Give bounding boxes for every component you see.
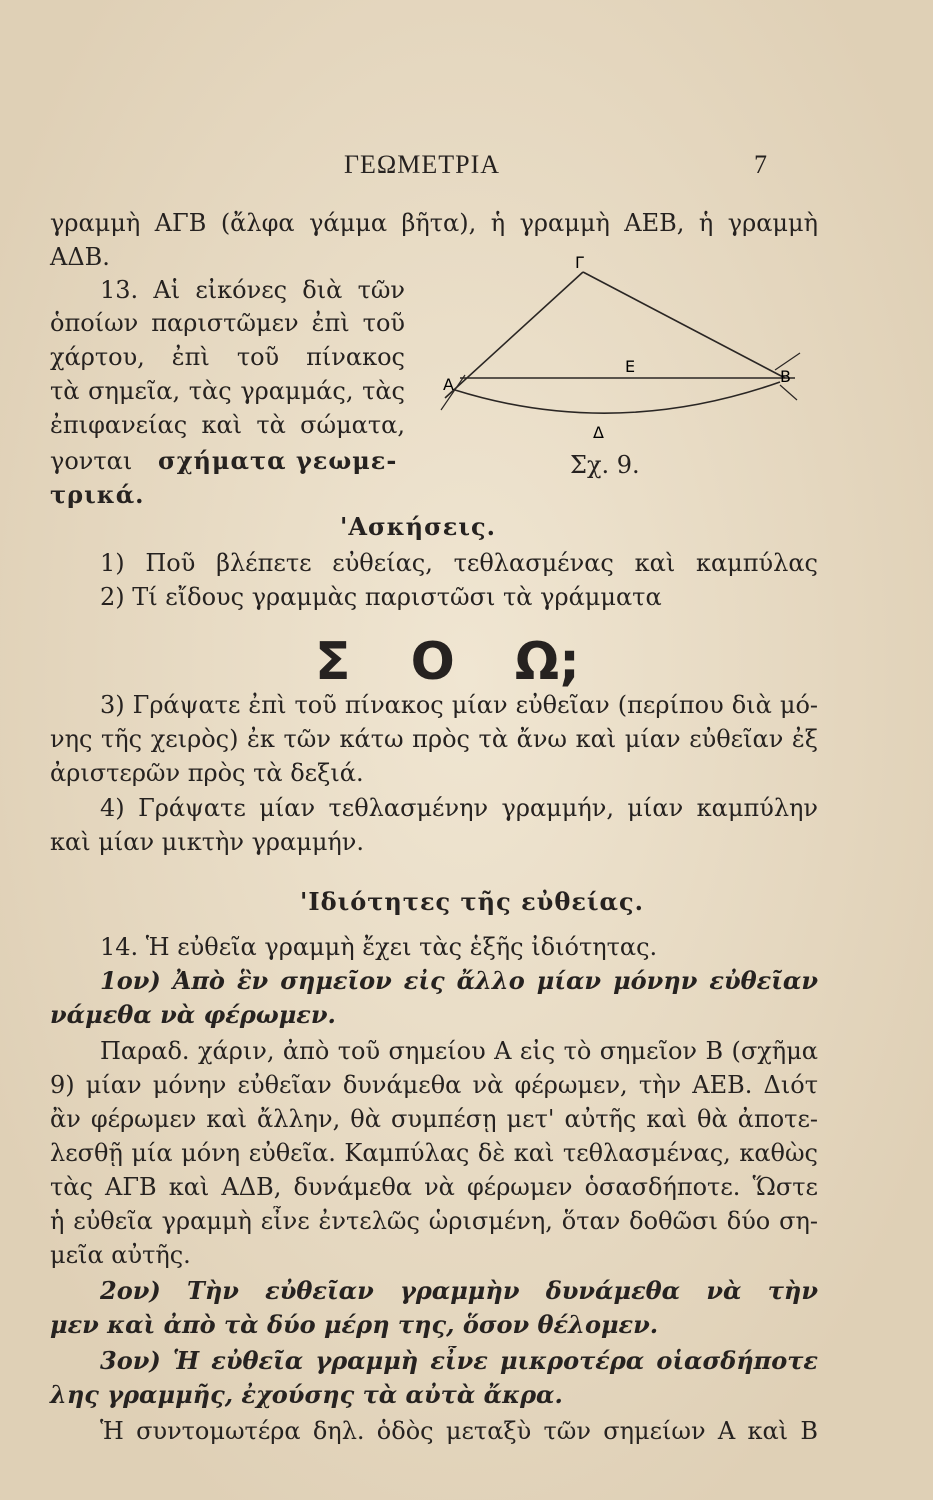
page-number: 7 [754,150,767,179]
label-a: Α [443,375,454,394]
s13-line-2: ὁποίων παριστῶμεν ἐπὶ τοῦ [50,309,405,337]
label-g: Γ [575,253,584,272]
exercise-4-line-2: καὶ μίαν μικτὴν γραμμήν. [50,828,365,856]
exercise-3-line-2: νης τῆς χειρὸς) ἐκ τῶν κάτω πρὸς τὰ ἄνω καὶ μίαν εὐθεῖαν ἐξ [50,725,818,753]
s13-emphasis-b: τρικά. [50,480,145,509]
s13-line-3: χάρτου, ἐπὶ τοῦ πίνακος [50,343,405,371]
s13-line-4: τὰ σημεῖα, τὰς γραμμάς, τὰς [50,377,405,405]
example-line-7: μεῖα αὐτῆς. [50,1241,191,1269]
exercise-2-letters: Σ Ο Ω; [315,632,580,692]
last-line: Ἡ συντομωτέρα δηλ. ὁδὸς μεταξὺ τῶν σημείων Α καὶ Β [100,1417,818,1445]
intro-line-2: ΑΔΒ. [50,243,110,271]
figure-caption: Σχ. 9. [570,451,640,479]
property-3-line-2: λης γραμμῆς, ἐχούσης τὰ αὐτὰ ἄκρα. [50,1380,563,1409]
line-gb [583,272,785,378]
s13-line-5: ἐπιφανείας καὶ τὰ σώματα, [50,411,405,439]
s13-emphasis-a: σχήματα γεωμε- [158,446,398,475]
label-b: Β [780,367,791,386]
line-ag [445,272,583,398]
s13-line-6: γονται [50,447,133,475]
property-1-line-1: 1ον) Ἀπὸ ἓν σημεῖον εἰς ἄλλο μίαν μόνην εὐθεῖαν [100,966,818,995]
example-line-4: λεσθῇ μία μόνη εὐθεῖα. Καμπύλας δὲ καὶ τεθλασμένας, καθὼς [50,1139,818,1167]
tick-b2 [780,385,797,400]
label-d: Δ [593,423,604,442]
s13-line-1: 13. Αἱ εἰκόνες διὰ τῶν [100,276,405,304]
example-line-6: ἡ εὐθεῖα γραμμὴ εἶνε ἐντελῶς ὡρισμένη, ὅταν δοθῶσι δύο ση- [50,1207,818,1235]
property-2-line-2: μεν καὶ ἀπὸ τὰ δύο μέρη της, ὅσον θέλομεν. [50,1310,659,1339]
exercise-3-line-3: ἀριστερῶν πρὸς τὰ δεξιά. [50,759,364,787]
example-line-3: ἂν φέρωμεν καὶ ἄλλην, θὰ συμπέσῃ μετ' αὐτῆς καὶ θὰ ἀποτε- [50,1105,818,1133]
properties-title: 'Ιδιότητες τῆς εὐθείας. [300,887,644,916]
property-1-line-2: νάμεθα νὰ φέρωμεν. [50,1000,336,1029]
exercises-title: 'Ασκήσεις. [340,512,496,541]
example-line-2: 9) μίαν μόνην εὐθεῖαν δυνάμεθα νὰ φέρωμεν, τὴν ΑΕΒ. Διότ [50,1071,818,1099]
exercise-3-line-1: 3) Γράψατε ἐπὶ τοῦ πίνακος μίαν εὐθεῖαν (περίπου διὰ μό- [100,691,818,719]
properties-intro: 14. Ἡ εὐθεῖα γραμμὴ ἔχει τὰς ἑξῆς ἰδιότητας. [100,933,658,961]
intro-line-1: γραμμὴ ΑΓΒ (ἄλφα γάμμα βῆτα), ἡ γραμμὴ ΑΕΒ, ἡ γραμμὴ [50,209,818,237]
property-2-line-1: 2ον) Τὴν εὐθεῖαν γραμμὴν δυνάμεθα νὰ τὴν [100,1276,818,1305]
label-e: Ε [625,357,636,376]
exercise-4-line-1: 4) Γράψατε μίαν τεθλασμένην γραμμήν, μίαν καμπύλην [100,794,818,822]
example-line-1: Παραδ. χάριν, ἀπὸ τοῦ σημείου Α εἰς τὸ σημεῖον Β (σχῆμα [100,1037,818,1065]
example-line-5: τὰς ΑΓΒ καὶ ΑΔΒ, δυνάμεθα νὰ φέρωμεν ὁσασδήποτε. Ὥστε [50,1173,818,1201]
property-3-line-1: 3ον) Ἡ εὐθεῖα γραμμὴ εἶνε μικροτέρα οἱασδήποτε [100,1346,818,1375]
exercise-1: 1) Ποῦ βλέπετε εὐθείας, τεθλασμένας καὶ καμπύλας [100,549,818,577]
arc-adb [455,382,780,413]
running-header: ΓΕΩΜΕΤΡΙΑ [344,150,501,179]
exercise-2: 2) Τί εἴδους γραμμὰς παριστῶσι τὰ γράμματα [100,583,662,611]
